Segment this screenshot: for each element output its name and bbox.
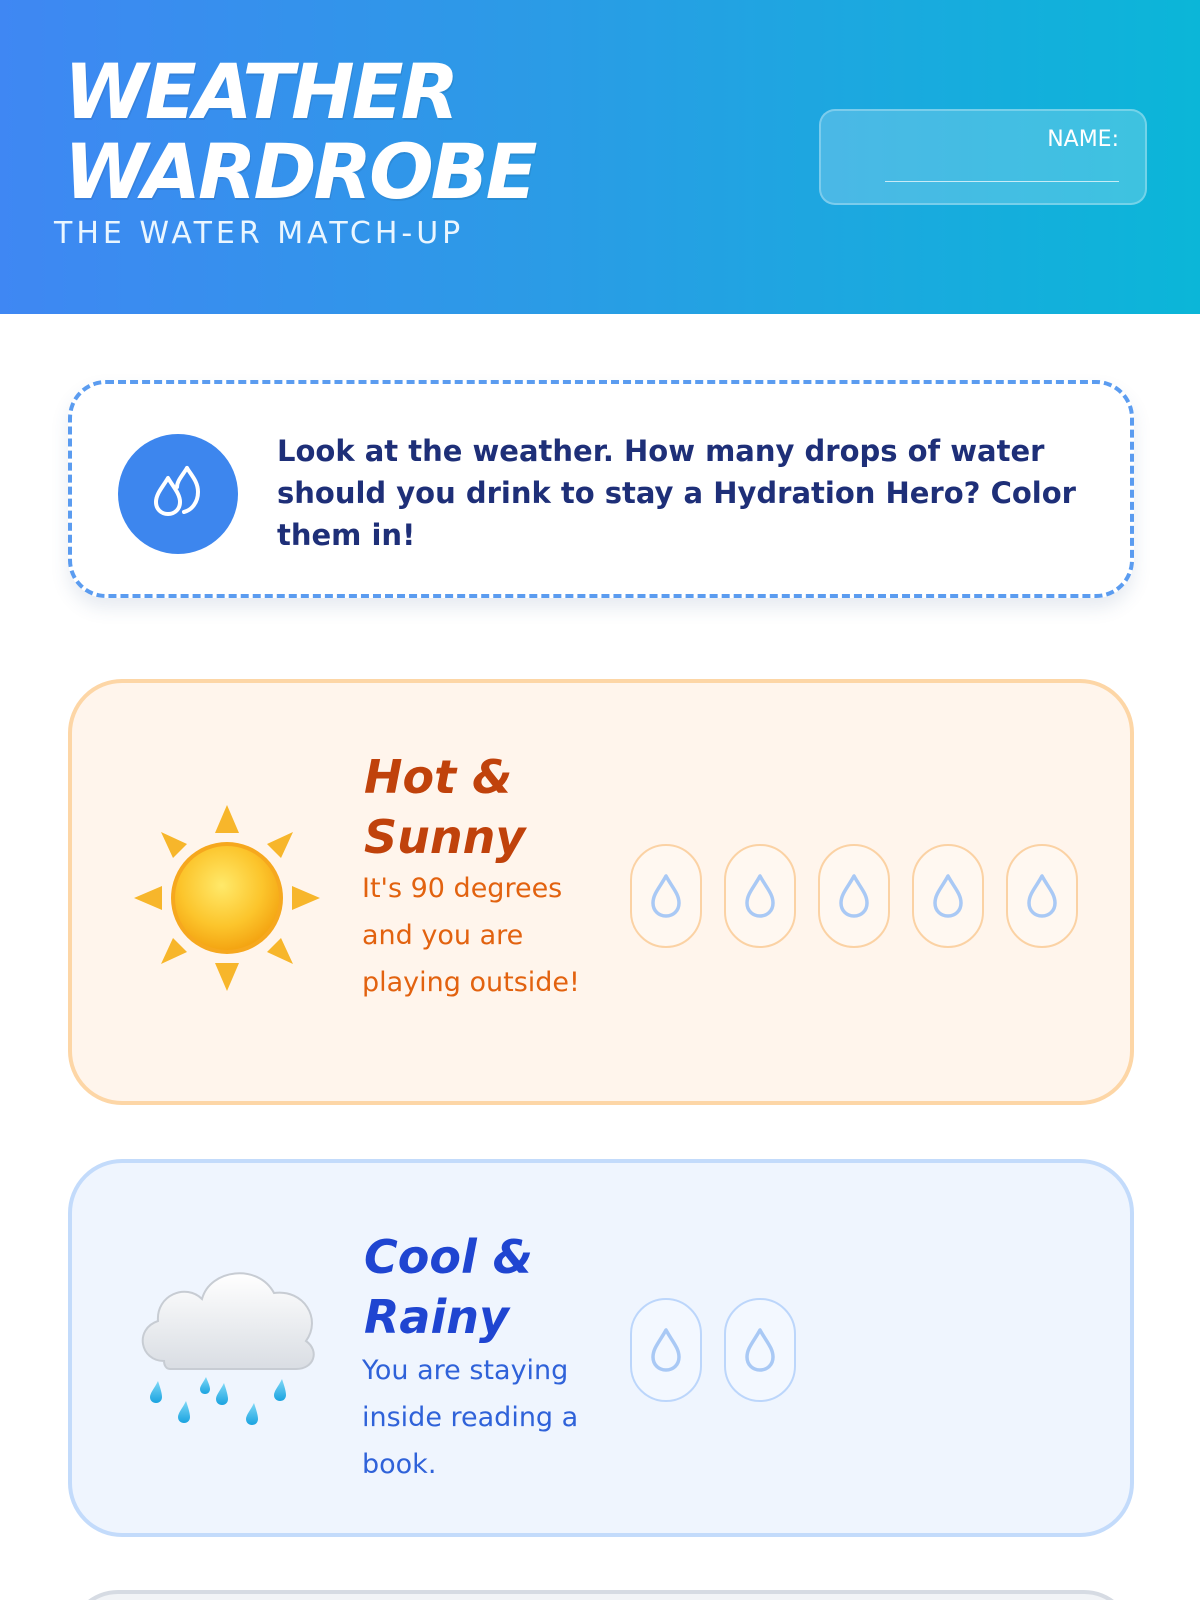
card-title: Hot & Sunny [364, 750, 526, 864]
instructions-text: Look at the weather. How many drops of water should you drink to stay a Hydration Hero? Color them in! [277, 434, 1076, 552]
drop-slots [630, 1298, 796, 1402]
sun-icon [132, 803, 322, 993]
water-drop-slot[interactable] [912, 844, 984, 948]
water-drop-slot[interactable] [818, 844, 890, 948]
water-drop-slot[interactable] [724, 844, 796, 948]
water-drop-icon [740, 1325, 780, 1375]
card-title: Cool & Rainy [364, 1230, 533, 1344]
worksheet-title [64, 47, 535, 216]
name-write-line[interactable] [885, 181, 1119, 182]
card-description: It's 90 degrees and you are playing outside! [362, 873, 580, 998]
water-drop-icon [646, 1325, 686, 1375]
cloud-rain-icon [130, 1243, 330, 1443]
worksheet-header [0, 0, 1200, 314]
water-drop-icon [928, 871, 968, 921]
water-drop-icon [1022, 871, 1062, 921]
weather-card-partial [68, 1590, 1134, 1600]
weather-card-cool-rainy [68, 1159, 1134, 1537]
instructions-box [68, 380, 1134, 598]
water-drop-icon [646, 871, 686, 921]
card-description: You are staying inside reading a book. [362, 1355, 579, 1480]
name-field[interactable] [819, 109, 1147, 205]
water-drop-slot[interactable] [630, 1298, 702, 1402]
water-drop-slot[interactable] [724, 1298, 796, 1402]
drop-slots [630, 844, 1078, 948]
name-label: NAME: [1047, 127, 1119, 152]
water-drops-icon [118, 434, 238, 554]
weather-card-hot-sunny [68, 679, 1134, 1105]
title-line-1: WEATHER [64, 47, 457, 136]
water-drop-icon [740, 871, 780, 921]
title-line-2: WARDROBE [64, 127, 535, 216]
water-drop-icon [834, 871, 874, 921]
water-drop-slot[interactable] [630, 844, 702, 948]
worksheet-subtitle: THE WATER MATCH-UP [54, 216, 465, 251]
water-drop-slot[interactable] [1006, 844, 1078, 948]
